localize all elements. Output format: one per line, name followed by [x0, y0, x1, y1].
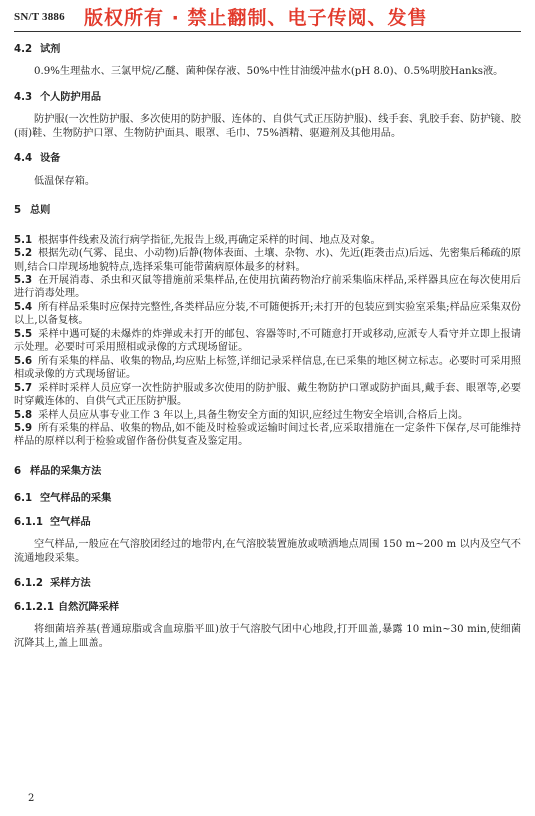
clause-number: 5.4	[14, 301, 33, 313]
clause	[14, 328, 521, 355]
section-heading	[14, 43, 521, 56]
clause	[14, 422, 521, 449]
clause-number: 5.8	[14, 409, 33, 421]
section-number: 5	[14, 205, 22, 217]
paragraph: 空气样品,一般应在气溶胶团经过的地带内,在气溶胶装置施放或喷洒地点周围 150 m~200 m 以内及空气不流通地段采集。	[14, 539, 521, 564]
section-heading	[14, 91, 521, 104]
page-number: 2	[28, 793, 35, 804]
section-number: 4.2	[14, 44, 33, 55]
clause-number: 5.9	[14, 422, 33, 434]
clause-text: 采样中遇可疑的未爆炸的炸弹或未打开的邮包、容器等时,不可随意打开或移动,应派专人看守并立即上报请示处理。必要时可采用照相或录像的方式现场留证。	[14, 328, 521, 354]
section-heading	[14, 601, 521, 614]
section-title: 空气样品	[50, 516, 91, 528]
document-body	[14, 43, 521, 650]
clause-text: 所有采集的样品、收集的物品,如不能及时检验或运输时间过长者,应采取措施在一定条件下保存,尽可能维持样品的原样以利于检验或留作备份供复查及鉴定用。	[14, 422, 521, 448]
clause	[14, 301, 521, 328]
section-number: 6.1.2.1	[14, 601, 54, 613]
clause-number: 5.3	[14, 274, 33, 286]
section-number: 4.4	[14, 153, 33, 165]
clause-text: 在开展消毒、杀虫和灭鼠等措施前采集样品,在使用抗菌药物治疗前采集临床样品,采样器具应在每次使用后进行消毒处理。	[14, 274, 521, 300]
clause-number: 5.6	[14, 355, 33, 367]
clause	[14, 234, 521, 247]
section-title: 设备	[40, 153, 61, 165]
clause-text: 所有样品采集时应保持完整性,各类样品应分装,不可随便拆开;未打开的包装应到实验室采集;样品应采集双份以上,以备复核。	[14, 301, 521, 327]
clause-number: 5.7	[14, 382, 33, 394]
copyright-watermark: 版权所有 · 禁止翻制、电子传阅、发售	[84, 7, 428, 29]
section-heading	[14, 516, 521, 529]
clause-number: 5.1	[14, 234, 33, 246]
section-number: 6.1.2	[14, 578, 44, 590]
clause	[14, 355, 521, 382]
clause-text: 采样人员应从事专业工作 3 年以上,具备生物安全方面的知识,应经过生物安全培训,合格后上岗。	[38, 409, 469, 421]
section-heading	[14, 465, 521, 478]
section-number: 6.1	[14, 493, 33, 505]
page-header	[14, 6, 521, 30]
paragraph: 防护服(一次性防护服、多次使用的防护服、连体的、自供气式正压防护服)、线手套、乳胶手套、防护镜、胶(雨)鞋、生物防护口罩、生物防护面具、眼罩、毛巾、75%酒精、驱避剂及其他用品。	[14, 114, 521, 139]
section-heading	[14, 492, 521, 505]
clause-text: 采样时采样人员应穿一次性防护服或多次使用的防护服、戴生物防护口罩或防护面具,戴手套、眼罩等,必要时穿戴连体的、自供气式正压防护服。	[14, 382, 521, 408]
section-title: 总则	[30, 205, 51, 217]
section-number: 6	[14, 465, 22, 477]
clause	[14, 247, 521, 274]
section-heading	[14, 204, 521, 217]
section-title: 空气样品的采集	[40, 493, 112, 505]
clause	[14, 274, 521, 301]
section-title: 试剂	[40, 44, 61, 55]
clause-number: 5.2	[14, 248, 33, 260]
section-number: 6.1.1	[14, 516, 44, 528]
clause	[14, 409, 521, 422]
clause-text: 根据先动(气雾、昆虫、小动物)后静(物体表面、土壤、杂物、水)、先近(距袭击点)后远、先密集后稀疏的原则,结合口岸现场地貌特点,选择采集可能带菌病原体最多的材料。	[14, 248, 521, 273]
paragraph: 将细菌培养基(普通琼脂或含血琼脂平皿)放于气溶胶气团中心地段,打开皿盖,暴露 10 min~30 min,使细菌沉降其上,盖上皿盖。	[14, 624, 521, 649]
clause	[14, 382, 521, 409]
section-title: 个人防护用品	[40, 91, 102, 103]
clause-text: 所有采集的样品、收集的物品,均应贴上标签,详细记录采样信息,在已采集的地区树立标志。必要时可采用照相或录像的方式现场留证。	[14, 355, 521, 381]
clause-number: 5.5	[14, 328, 33, 340]
paragraph: 低温保存箱。	[34, 175, 96, 187]
section-title: 自然沉降采样	[58, 601, 120, 613]
section-number: 4.3	[14, 91, 33, 103]
section-title: 样品的采集方法	[30, 465, 102, 477]
paragraph: 0.9%生理盐水、三氯甲烷/乙醚、菌种保存液、50%中性甘油缓冲盐水(pH 8.0)、0.5%明胶Hanks液。	[34, 66, 504, 78]
standard-code: SN/T 3886	[14, 11, 65, 23]
section-heading	[14, 577, 521, 590]
section-heading	[14, 152, 521, 165]
clause-text: 根据事件线索及流行病学指征,先报告上级,再确定采样的时间、地点及对象。	[38, 234, 381, 246]
section-title: 采样方法	[50, 578, 91, 590]
header-rule	[14, 31, 521, 32]
